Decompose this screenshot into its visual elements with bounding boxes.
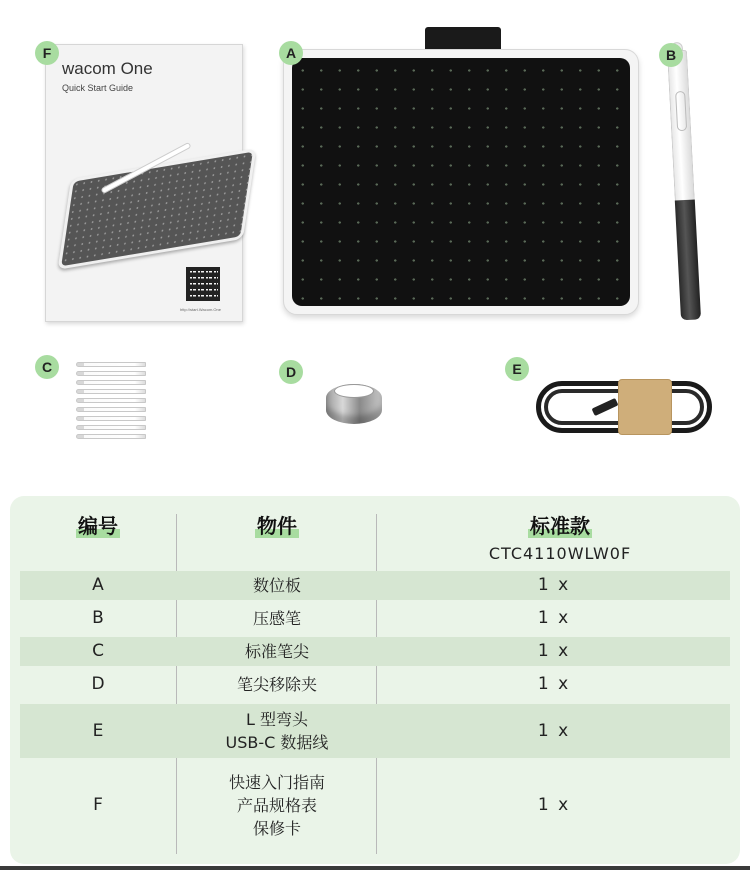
table-row — [20, 768, 730, 842]
spare-nibs — [76, 362, 148, 448]
row-code: F — [93, 794, 103, 815]
row-qty: 1 x — [537, 720, 571, 741]
row-code: E — [92, 720, 104, 741]
row-code: A — [92, 575, 104, 595]
table-row — [20, 704, 730, 758]
row-code: C — [92, 641, 104, 661]
bottom-rule — [0, 866, 750, 870]
nib — [76, 371, 146, 376]
pen-side-button — [675, 91, 687, 131]
nib — [76, 434, 146, 439]
nib-removal-ring — [322, 374, 386, 432]
ring-opening — [334, 384, 374, 398]
row-qty: 1 x — [537, 674, 571, 694]
badge-b: B — [659, 43, 683, 67]
usb-c-cable — [536, 375, 714, 437]
header-item: 物件 — [176, 510, 378, 539]
header-code: 编号 — [20, 510, 176, 539]
booklet-subtitle: Quick Start Guide — [62, 83, 134, 93]
row-item: 快速入门指南 产品规格表 保修卡 — [228, 772, 325, 838]
nib — [76, 389, 146, 394]
row-qty: 1 x — [537, 794, 571, 815]
cable-tie — [618, 379, 672, 435]
row-item: 标准笔尖 — [244, 642, 309, 661]
header-standard: 标准款 — [380, 510, 740, 539]
row-item: 数位板 — [252, 576, 301, 595]
nib — [76, 398, 146, 403]
stylus-pen — [667, 50, 701, 321]
table-row — [20, 637, 730, 666]
booklet-brand: wacom One — [62, 59, 153, 78]
row-qty: 1 x — [537, 608, 571, 628]
row-item: 压感笔 — [252, 609, 301, 628]
pen-grip — [675, 199, 701, 320]
pen-tablet — [283, 27, 643, 317]
nib — [76, 380, 146, 385]
badge-f: F — [35, 41, 59, 65]
badge-d: D — [279, 360, 303, 384]
badge-c: C — [35, 355, 59, 379]
nib — [76, 425, 146, 430]
qr-code-icon — [186, 267, 220, 301]
row-code: D — [91, 674, 105, 694]
row-qty: 1 x — [537, 575, 571, 595]
row-item: L 型弯头 USB-C 数据线 — [225, 710, 329, 752]
model-code: CTC4110WLW0F — [488, 544, 632, 563]
nib — [76, 416, 146, 421]
nib — [76, 362, 146, 367]
contents-table — [10, 496, 740, 864]
row-code: B — [92, 608, 104, 628]
table-row — [20, 604, 730, 633]
row-item: 笔尖移除夹 — [236, 675, 317, 694]
row-qty: 1 x — [537, 641, 571, 661]
badge-a: A — [279, 41, 303, 65]
booklet-quick-start-guide — [45, 44, 243, 322]
booklet-tablet-illustration — [58, 148, 257, 270]
booklet-url: http://start.Wacom.One — [180, 307, 221, 312]
tablet-active-area — [292, 58, 630, 306]
tablet-body — [283, 49, 639, 315]
table-row — [20, 670, 730, 699]
pen-body — [667, 50, 695, 201]
table-row — [20, 571, 730, 600]
badge-e: E — [505, 357, 529, 381]
nib — [76, 407, 146, 412]
